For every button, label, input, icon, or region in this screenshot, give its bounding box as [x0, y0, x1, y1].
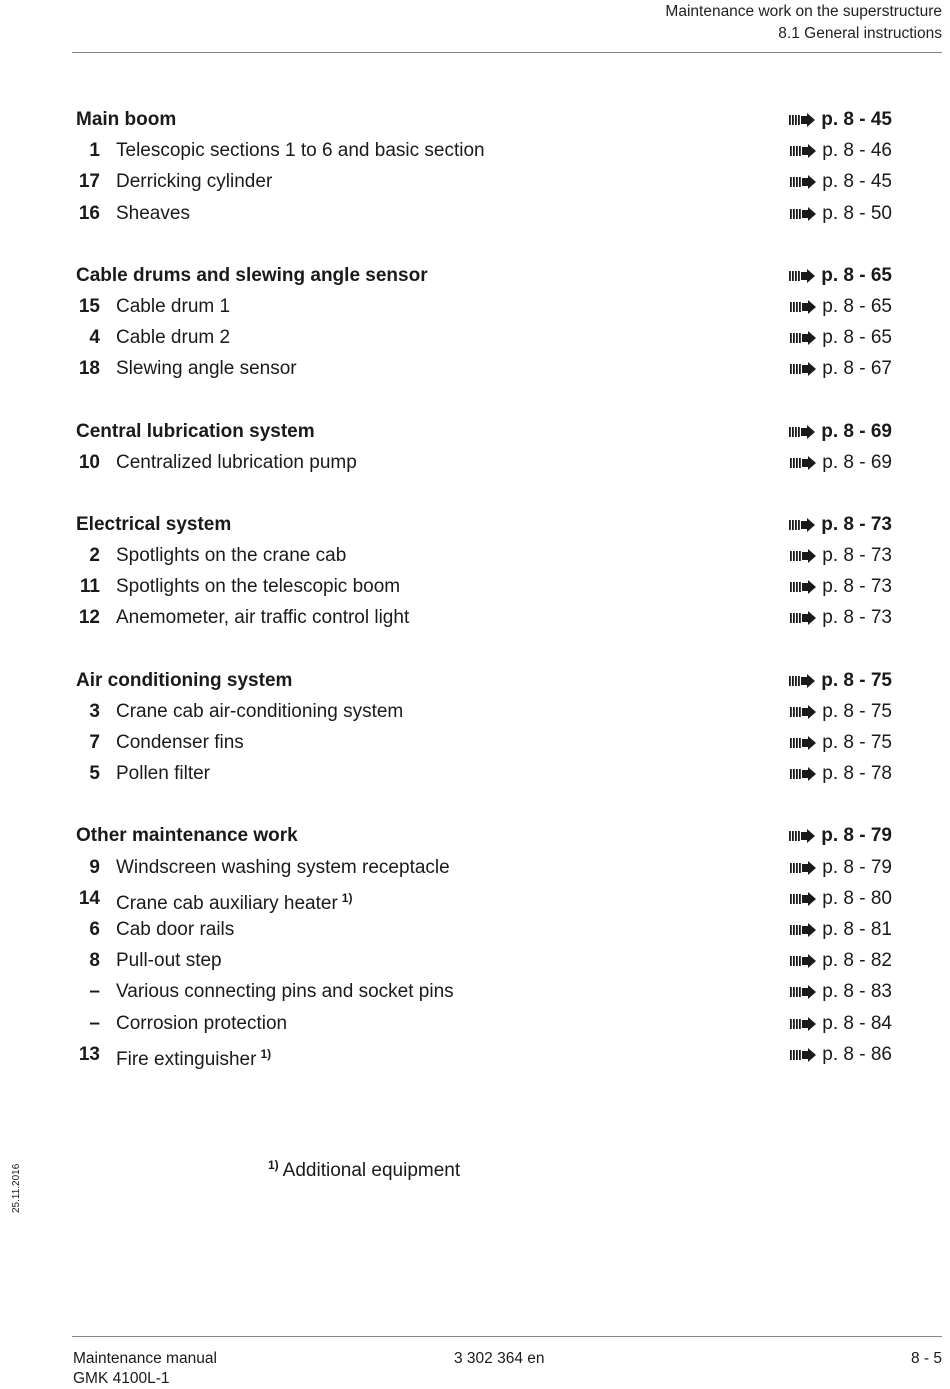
- item-label: [116, 976, 454, 1007]
- reference-arrow-icon: [790, 954, 816, 968]
- item-label: [116, 602, 409, 633]
- item-label-text: Spotlights on the crane cab: [116, 545, 347, 567]
- chapter-title: Maintenance work on the superstructure: [665, 3, 942, 20]
- maintenance-index: [76, 104, 892, 1101]
- page-reference-text: p. 8 - 80: [822, 887, 892, 909]
- item-label: [116, 571, 400, 602]
- page-reference: [789, 260, 892, 291]
- item-label-text: Anemometer, air traffic control light: [116, 607, 410, 629]
- section-title: 8.1 General instructions: [778, 25, 942, 42]
- section-heading: Main boom: [76, 109, 177, 130]
- reference-arrow-icon: [790, 1017, 816, 1031]
- reference-arrow-icon: [790, 175, 816, 189]
- index-item-row: [76, 696, 892, 727]
- page-reference: [789, 104, 892, 135]
- footnote-mark: 1): [268, 1158, 279, 1172]
- section-heading-row: [76, 416, 892, 447]
- index-item-row: [76, 914, 892, 945]
- page-reference-text: p. 8 - 75: [821, 669, 892, 691]
- index-item-row: [76, 135, 892, 166]
- item-number: 13: [78, 1043, 100, 1065]
- page-reference: [790, 696, 892, 727]
- reference-arrow-icon: [790, 331, 816, 345]
- item-number: 11: [79, 576, 100, 598]
- index-item-row: [76, 727, 892, 758]
- page-reference: [790, 540, 892, 571]
- item-label-text: Cable drum 2: [116, 327, 231, 349]
- footer-manual-info: [73, 1349, 217, 1389]
- section-heading: Air conditioning system: [76, 669, 293, 691]
- footer-document-number: 3 302 364 en: [454, 1350, 545, 1367]
- reference-arrow-icon: [790, 362, 816, 376]
- item-label-text: Fire extinguisher: [116, 1048, 257, 1070]
- side-date-stamp: 25.11.2016: [11, 1163, 22, 1213]
- reference-arrow-icon: [790, 705, 816, 719]
- reference-arrow-icon: [790, 1048, 816, 1062]
- reference-arrow-icon: [790, 549, 816, 563]
- item-number: 16: [78, 202, 100, 224]
- page-reference: [790, 135, 892, 166]
- page-reference-text: p. 8 - 84: [822, 1012, 892, 1034]
- page-reference: [790, 758, 892, 789]
- item-label-text: Slewing angle sensor: [116, 358, 297, 380]
- item-label: [116, 727, 244, 758]
- reference-arrow-icon: [790, 300, 816, 314]
- reference-arrow-icon: [790, 923, 816, 937]
- section-heading: Central lubrication system: [76, 420, 315, 442]
- item-label-text: Sheaves: [116, 202, 190, 224]
- page-reference-text: p. 8 - 65: [821, 264, 892, 286]
- item-number: 9: [89, 856, 100, 878]
- item-number: 1: [89, 140, 100, 162]
- item-label-text: Pull-out step: [116, 950, 222, 972]
- section-heading-row: [76, 820, 892, 851]
- index-item-row: [76, 166, 892, 197]
- index-item-row: [76, 602, 892, 633]
- page-reference-text: p. 8 - 75: [822, 700, 892, 722]
- page-reference: [790, 914, 892, 945]
- item-number: 6: [89, 918, 100, 940]
- reference-arrow-icon: [790, 207, 816, 221]
- page-reference-text: p. 8 - 67: [822, 358, 892, 380]
- reference-arrow-icon: [789, 113, 815, 127]
- header-divider: [72, 52, 942, 53]
- index-item-row: [76, 883, 892, 914]
- item-label-text: Centralized lubrication pump: [116, 451, 357, 473]
- item-label: [116, 447, 357, 478]
- index-item-row: [76, 571, 892, 602]
- reference-arrow-icon: [790, 144, 816, 158]
- reference-arrow-icon: [790, 456, 816, 470]
- item-label: [116, 540, 346, 571]
- page-reference: [789, 416, 892, 447]
- page-reference: [790, 883, 892, 914]
- page-reference: [790, 1039, 892, 1070]
- item-label-text: Corrosion protection: [116, 1012, 288, 1034]
- index-item-row: [76, 1008, 892, 1039]
- index-item-row: [76, 322, 892, 353]
- page-reference-text: p. 8 - 69: [821, 420, 892, 442]
- index-item-row: [76, 945, 892, 976]
- item-label-text: Pollen filter: [116, 763, 210, 785]
- section-heading-row: [76, 104, 892, 135]
- page-reference-text: p. 8 - 86: [822, 1043, 892, 1065]
- item-label-text: Crane cab air-conditioning system: [116, 700, 404, 722]
- page-reference-text: p. 8 - 73: [822, 545, 892, 567]
- index-item-row: [76, 1039, 892, 1070]
- item-label: [116, 291, 230, 322]
- index-item-row: [76, 447, 892, 478]
- item-number: 12: [78, 607, 100, 629]
- page-header: [665, 1, 942, 45]
- reference-arrow-icon: [789, 269, 815, 283]
- index-item-row: [76, 540, 892, 571]
- item-number: –: [89, 1012, 100, 1034]
- item-label-text: Various connecting pins and socket pins: [116, 981, 454, 1003]
- item-label-text: Crane cab auxiliary heater: [116, 892, 338, 914]
- item-label: [116, 852, 450, 883]
- page-reference: [790, 322, 892, 353]
- item-number: 3: [89, 700, 100, 722]
- reference-arrow-icon: [790, 892, 816, 906]
- item-label-text: Derricking cylinder: [116, 171, 273, 193]
- page-reference: [789, 509, 892, 540]
- footer-page-number: 8 - 5: [910, 1350, 942, 1367]
- index-item-row: [76, 291, 892, 322]
- page-reference: [790, 166, 892, 197]
- item-label: [116, 696, 403, 727]
- index-item-row: [76, 976, 892, 1007]
- item-number: 5: [89, 763, 100, 785]
- page-reference: [790, 945, 892, 976]
- page-reference-text: p. 8 - 78: [822, 763, 892, 785]
- item-label: [116, 945, 222, 976]
- item-label: [116, 1008, 287, 1039]
- index-section: [76, 665, 892, 790]
- page-reference: [790, 852, 892, 883]
- page-reference: [790, 976, 892, 1007]
- reference-arrow-icon: [789, 425, 815, 439]
- page-reference: [790, 1008, 892, 1039]
- page-reference-text: p. 8 - 65: [822, 327, 892, 349]
- item-number: 8: [89, 950, 100, 972]
- item-number: 4: [89, 327, 100, 349]
- item-label: [116, 322, 230, 353]
- index-section: [76, 104, 892, 229]
- item-label-text: Spotlights on the telescopic boom: [116, 576, 401, 598]
- item-number: 2: [89, 545, 100, 567]
- page-reference: [789, 665, 892, 696]
- footnote-reference: 1): [341, 890, 353, 905]
- item-number: –: [89, 981, 100, 1003]
- footer-manual-title: Maintenance manual: [73, 1350, 217, 1367]
- page-reference-text: p. 8 - 82: [822, 950, 892, 972]
- page-reference-text: p. 8 - 75: [822, 732, 892, 753]
- reference-arrow-icon: [790, 580, 816, 594]
- item-label: [116, 166, 272, 197]
- reference-arrow-icon: [790, 985, 816, 999]
- section-heading: Electrical system: [76, 513, 232, 535]
- page-reference: [790, 727, 892, 758]
- page-reference-text: p. 8 - 79: [822, 856, 892, 878]
- index-section: [76, 260, 892, 385]
- reference-arrow-icon: [790, 861, 816, 875]
- item-number: 7: [89, 732, 100, 753]
- section-heading: Other maintenance work: [76, 825, 298, 847]
- page-reference-text: p. 8 - 79: [821, 825, 892, 847]
- page-reference-text: p. 8 - 73: [822, 607, 892, 629]
- section-heading-row: [76, 260, 892, 291]
- item-label: [116, 914, 234, 945]
- item-label: [116, 758, 210, 789]
- page-reference-text: p. 8 - 81: [822, 918, 892, 940]
- index-item-row: [76, 852, 892, 883]
- page-reference: [790, 571, 892, 602]
- page-reference-text: p. 8 - 73: [821, 513, 892, 535]
- index-item-row: [76, 758, 892, 789]
- reference-arrow-icon: [790, 736, 816, 750]
- item-number: 10: [78, 451, 100, 473]
- page-reference: [790, 602, 892, 633]
- page-reference: [790, 198, 892, 229]
- index-section: [76, 820, 892, 1070]
- item-number: 14: [78, 887, 100, 909]
- index-section: [76, 416, 892, 478]
- page-reference: [790, 291, 892, 322]
- item-label-text: Cab door rails: [116, 918, 235, 940]
- reference-arrow-icon: [790, 767, 816, 781]
- item-label: [116, 198, 190, 229]
- page-reference-text: p. 8 - 69: [822, 451, 892, 473]
- item-number: 18: [78, 358, 100, 380]
- index-item-row: [76, 353, 892, 384]
- item-label-text: Cable drum 1: [116, 295, 231, 317]
- reference-arrow-icon: [789, 518, 815, 532]
- page-reference-text: p. 8 - 50: [822, 202, 892, 224]
- reference-arrow-icon: [789, 674, 815, 688]
- item-label-text: Condenser fins: [116, 732, 244, 753]
- footer-model: GMK 4100L-1: [73, 1370, 170, 1387]
- footnote-reference: 1): [260, 1046, 272, 1061]
- page-reference: [790, 447, 892, 478]
- page-reference-text: p. 8 - 73: [822, 576, 892, 598]
- footnote: [268, 1152, 460, 1184]
- page-reference: [790, 353, 892, 384]
- footer-divider: [72, 1336, 942, 1337]
- index-section: [76, 509, 892, 634]
- page-reference: [789, 820, 892, 851]
- page-reference-text: p. 8 - 65: [822, 295, 892, 317]
- section-heading-row: [76, 665, 892, 696]
- section-heading-row: [76, 509, 892, 540]
- page-reference-text: p. 8 - 45: [821, 109, 892, 130]
- page-reference-text: p. 8 - 45: [822, 171, 892, 193]
- item-number: 17: [78, 171, 100, 193]
- reference-arrow-icon: [789, 829, 815, 843]
- item-label-text: Telescopic sections 1 to 6 and basic section: [116, 140, 485, 162]
- item-label: [116, 353, 297, 384]
- section-heading: Cable drums and slewing angle sensor: [76, 264, 428, 286]
- item-label-text: Windscreen washing system receptacle: [116, 856, 450, 878]
- footnote-text: Additional equipment: [282, 1160, 461, 1181]
- item-label: [116, 1039, 271, 1075]
- index-item-row: [76, 198, 892, 229]
- item-label: [116, 135, 485, 166]
- page-reference-text: p. 8 - 83: [822, 981, 892, 1003]
- page-reference-text: p. 8 - 46: [822, 140, 892, 162]
- reference-arrow-icon: [790, 611, 816, 625]
- item-number: 15: [78, 295, 100, 317]
